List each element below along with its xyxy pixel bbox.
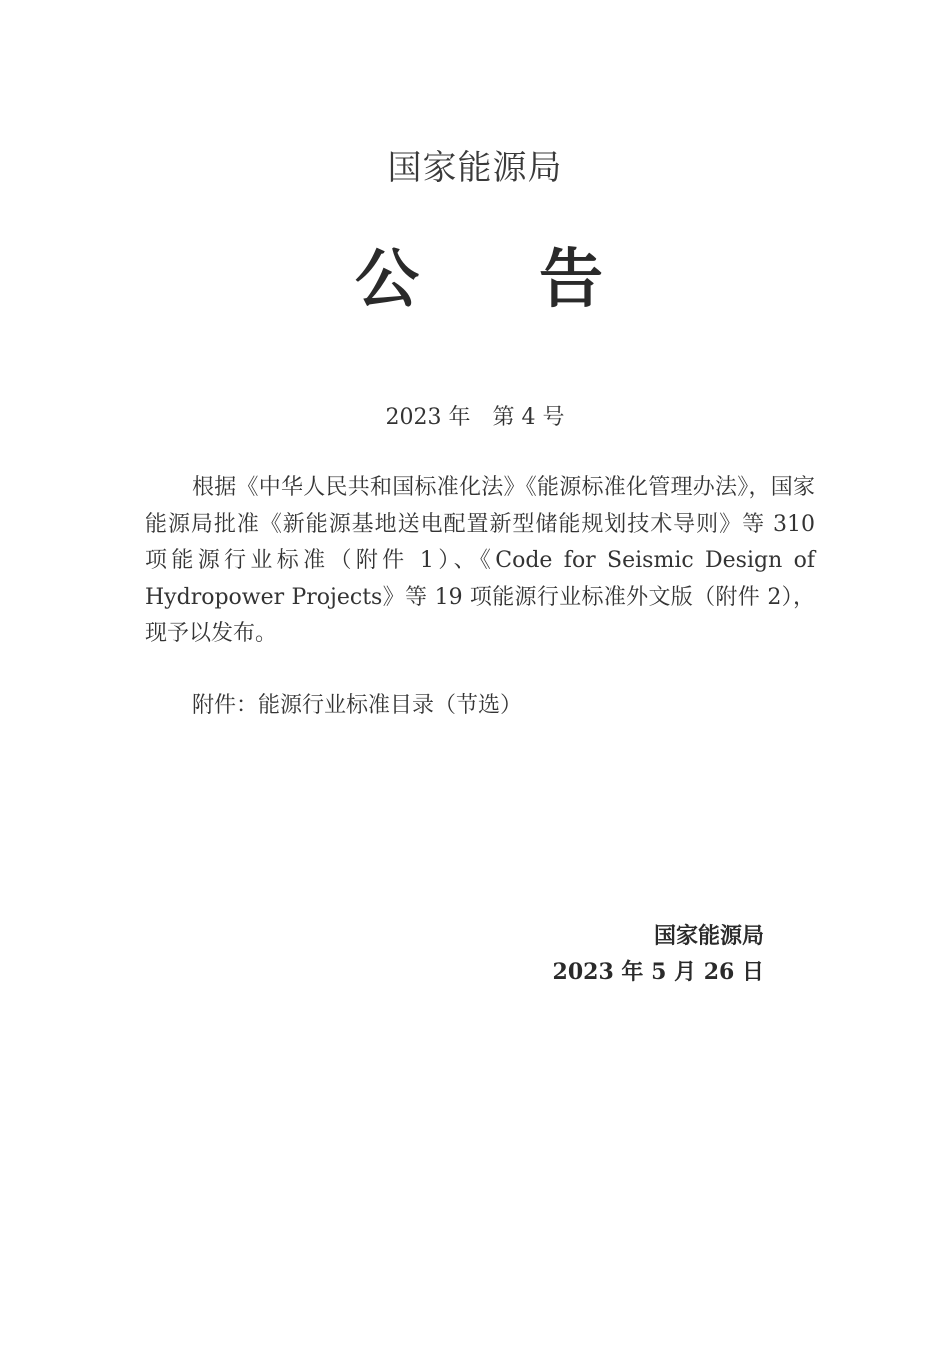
doc-issue-number: 第 4 号 — [492, 405, 565, 430]
doc-number — [0, 400, 950, 431]
doc-title-char-1: 公 — [355, 243, 419, 317]
signature-issuer: 国家能源局 — [653, 923, 764, 949]
doc-year: 2023 年 — [385, 405, 471, 430]
signature-date: 2023 年 5 月 26 日 — [552, 959, 764, 985]
body-paragraph: 根据《中华人民共和国标准化法》《能源标准化管理办法》，国家能源局批准《新能源基地送电配置新型储能规划技术导则》等 310 项能源行业标准（附件 1）、《Code for Seismic Design of Hydropower Projects》等 19 项能源行业标准外文版（附件 2），现予以发布。 — [145, 475, 815, 646]
signature-block — [553, 918, 764, 990]
issuer-header: 国家能源局 — [387, 148, 563, 188]
doc-title — [355, 228, 605, 317]
attachment-line: 附件：能源行业标准目录（节选） — [192, 693, 523, 718]
doc-title-char-2: 告 — [539, 243, 603, 317]
